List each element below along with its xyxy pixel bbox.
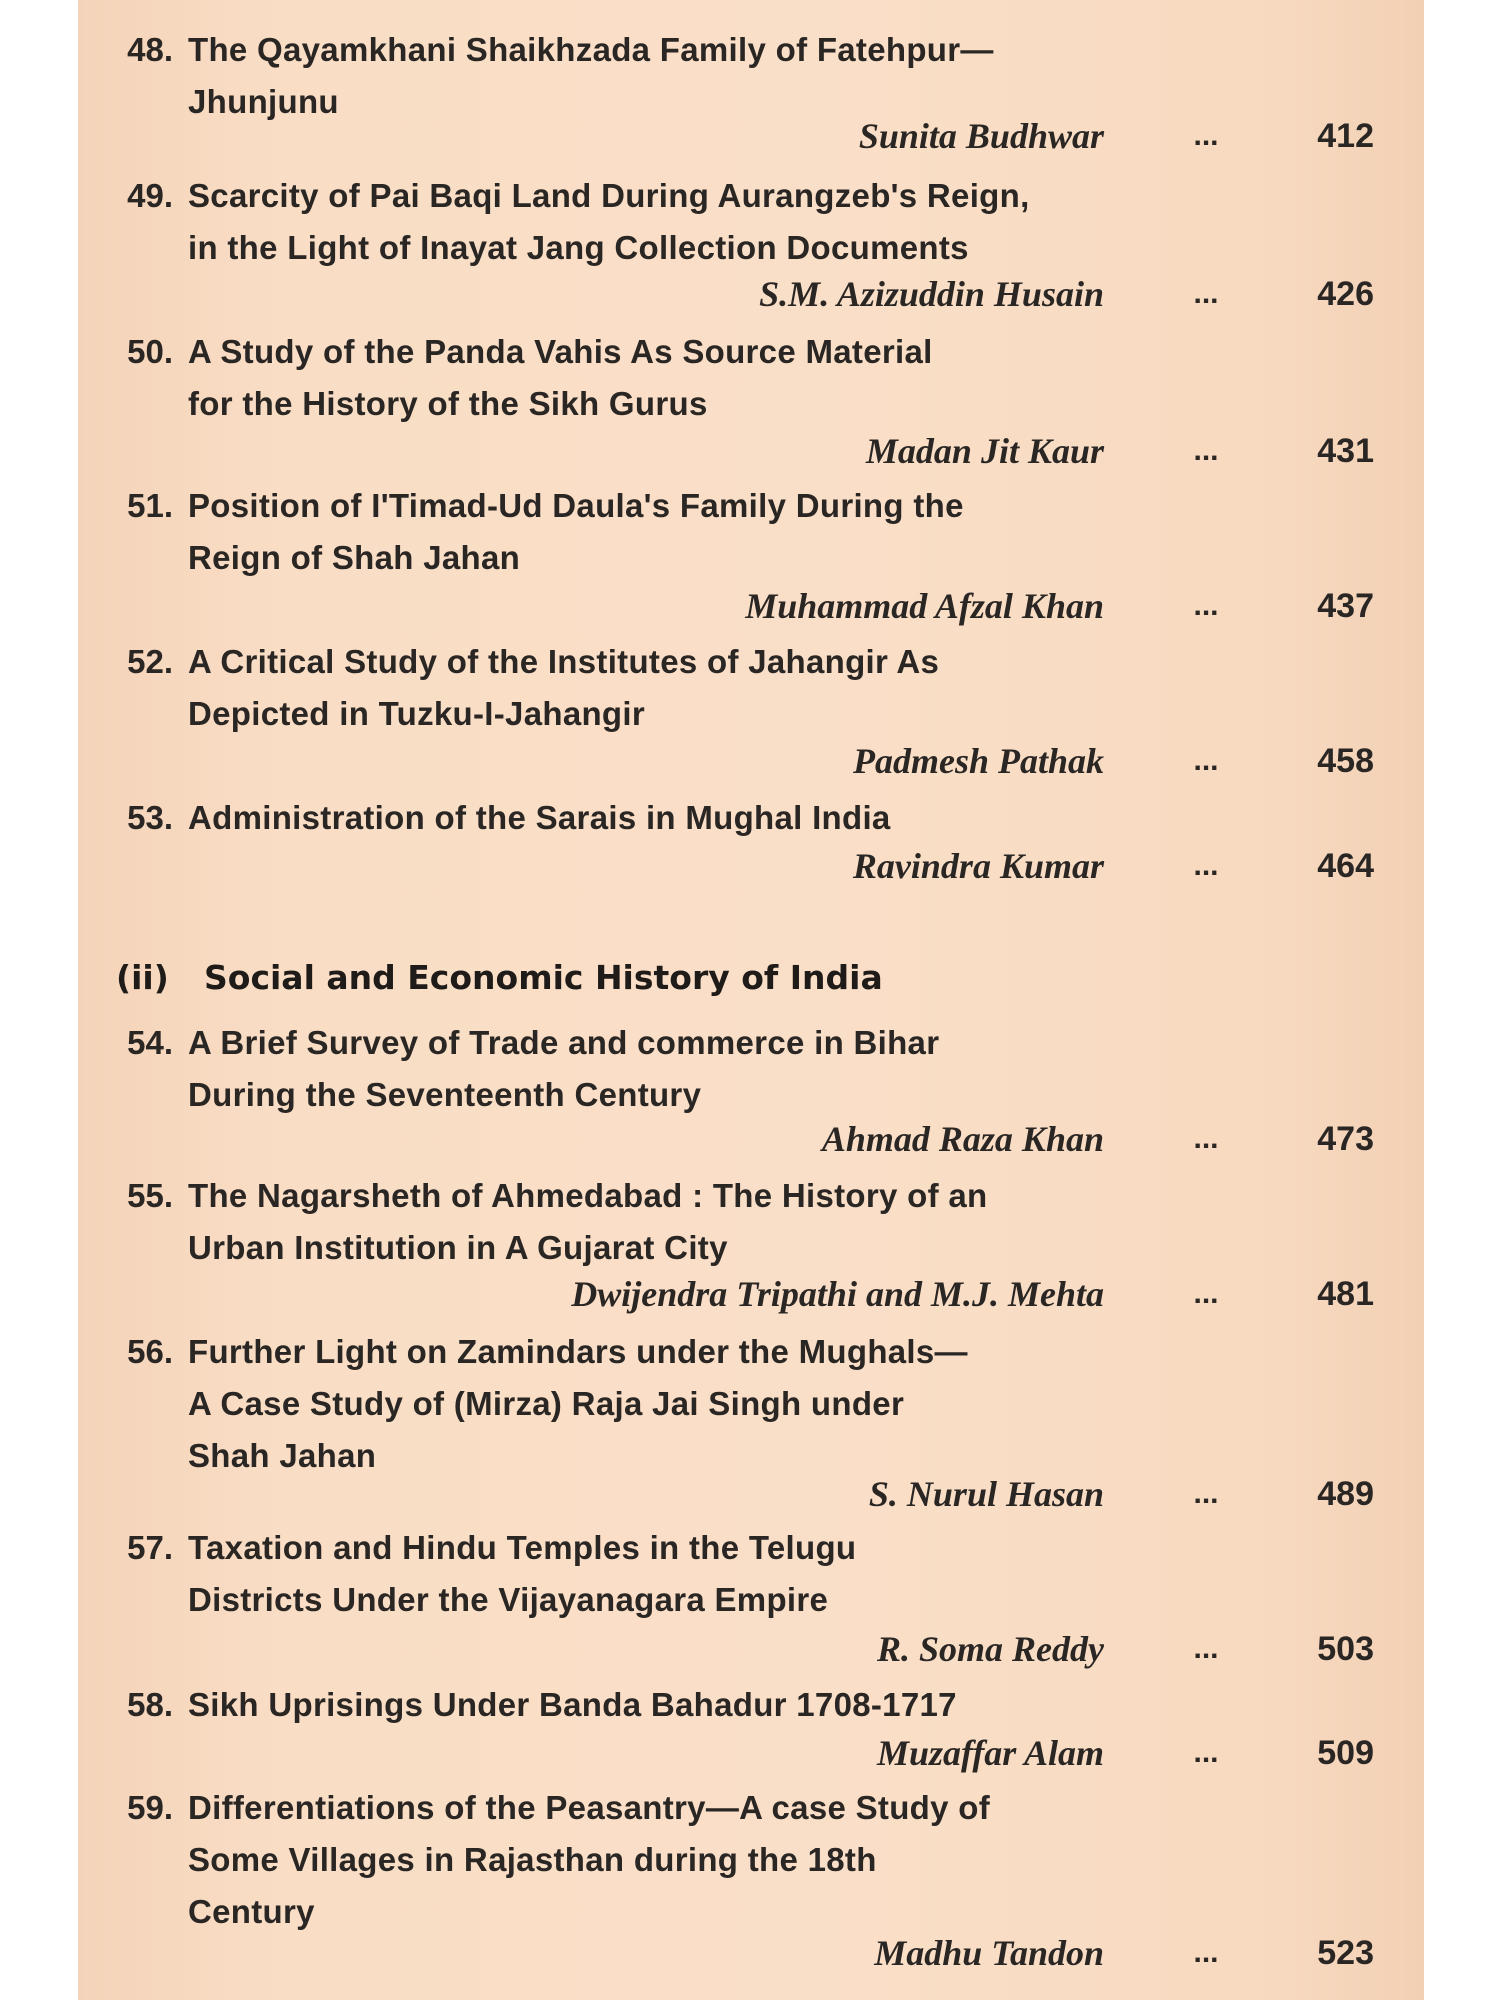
entry-title: Sikh Uprisings Under Banda Bahadur 1708-1717 xyxy=(188,1686,957,1723)
entry-title: Taxation and Hindu Temples in the Telugu Districts Under the Vijayanagara Empire xyxy=(188,1529,857,1618)
entry-number: 50. xyxy=(127,333,173,370)
page-number: 509 xyxy=(1317,1734,1374,1772)
leader-dots: ... xyxy=(1193,1632,1219,1665)
leader-dots: ... xyxy=(1193,1936,1219,1969)
page-number: 437 xyxy=(1317,587,1374,625)
entry-number: 56. xyxy=(127,1333,173,1370)
page-number: 473 xyxy=(1317,1120,1374,1158)
book-page xyxy=(78,0,1424,2000)
page-number: 431 xyxy=(1317,432,1374,470)
page-number: 503 xyxy=(1317,1630,1374,1668)
entry-number: 51. xyxy=(127,487,173,524)
page-number: 464 xyxy=(1317,847,1374,885)
entry-number: 53. xyxy=(127,799,173,836)
leader-dots: ... xyxy=(1193,434,1219,467)
entry-number: 55. xyxy=(127,1177,173,1214)
leader-dots: ... xyxy=(1193,1477,1219,1510)
entry-title: A Critical Study of the Institutes of Jahangir As Depicted in Tuzku-I-Jahangir xyxy=(188,643,940,732)
entry-author: Muzaffar Alam xyxy=(876,1733,1104,1773)
entry-title: Administration of the Sarais in Mughal India xyxy=(188,799,891,836)
entry-author: S. Nurul Hasan xyxy=(868,1474,1104,1514)
leader-dots: ... xyxy=(1193,277,1219,310)
leader-dots: ... xyxy=(1193,1736,1219,1769)
page-number: 523 xyxy=(1317,1934,1374,1972)
leader-dots: ... xyxy=(1193,744,1219,777)
entry-number: 49. xyxy=(127,177,173,214)
leader-dots: ... xyxy=(1193,119,1219,152)
entry-title: Scarcity of Pai Baqi Land During Aurangzeb's Reign, in the Light of Inayat Jang Collection Documents xyxy=(188,177,1030,266)
leader-dots: ... xyxy=(1193,1277,1219,1310)
entry-title: Position of I'Timad-Ud Daula's Family During the Reign of Shah Jahan xyxy=(188,487,964,576)
entry-number: 54. xyxy=(127,1024,173,1061)
page-number: 426 xyxy=(1317,275,1374,313)
entry-number: 52. xyxy=(127,643,173,680)
entry-author: Dwijendra Tripathi and M.J. Mehta xyxy=(571,1274,1104,1314)
page-number: 489 xyxy=(1317,1475,1374,1513)
page-number: 481 xyxy=(1317,1275,1374,1313)
entry-author: Sunita Budhwar xyxy=(858,116,1104,156)
entry-author: Madhu Tandon xyxy=(874,1933,1104,1973)
entry-title: A Brief Survey of Trade and commerce in Bihar During the Seventeenth Century xyxy=(188,1024,940,1113)
entry-title: Differentiations of the Peasantry—A case Study of Some Villages in Rajasthan during the 18th Century xyxy=(188,1789,990,1930)
entry-number: 58. xyxy=(127,1686,173,1723)
section-title: Social and Economic History of India xyxy=(204,958,883,997)
entry-number: 48. xyxy=(127,31,173,68)
entry-author: Padmesh Pathak xyxy=(852,741,1104,781)
entry-author: Ahmad Raza Khan xyxy=(821,1119,1104,1159)
leader-dots: ... xyxy=(1193,849,1219,882)
entry-author: Ravindra Kumar xyxy=(852,846,1104,886)
page-number: 458 xyxy=(1317,742,1374,780)
entry-author: R. Soma Reddy xyxy=(876,1629,1104,1669)
entry-number: 57. xyxy=(127,1529,173,1566)
entry-title: The Nagarsheth of Ahmedabad : The History of an Urban Institution in A Gujarat City xyxy=(188,1177,988,1266)
entry-number: 59. xyxy=(127,1789,173,1826)
entry-author: Madan Jit Kaur xyxy=(865,431,1104,471)
leader-dots: ... xyxy=(1193,1122,1219,1155)
leader-dots: ... xyxy=(1193,589,1219,622)
entry-author: S.M. Azizuddin Husain xyxy=(759,274,1104,314)
entry-title: Further Light on Zamindars under the Mughals— A Case Study of (Mirza) Raja Jai Singh under Shah Jahan xyxy=(188,1333,968,1474)
entry-title: The Qayamkhani Shaikhzada Family of Fatehpur— Jhunjunu xyxy=(188,31,994,120)
entry-author: Muhammad Afzal Khan xyxy=(745,586,1104,626)
section-heading xyxy=(116,952,883,1004)
entry-title: A Study of the Panda Vahis As Source Material for the History of the Sikh Gurus xyxy=(188,333,933,422)
section-label: (ii) xyxy=(116,958,169,997)
page-number: 412 xyxy=(1317,117,1374,155)
